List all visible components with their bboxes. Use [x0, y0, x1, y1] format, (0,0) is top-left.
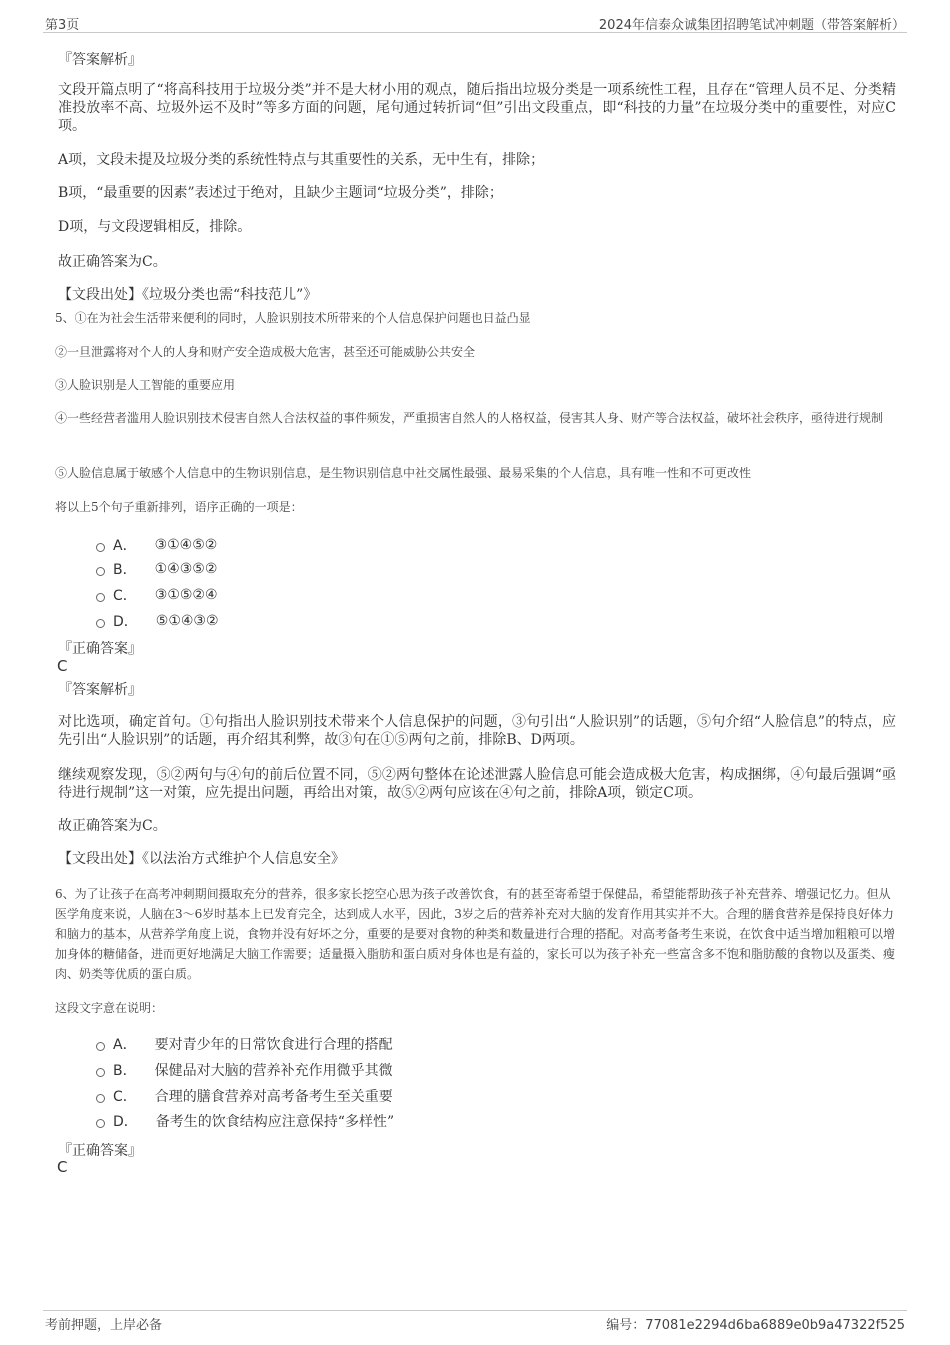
q4-source: 【文段出处】《垃圾分类也需“科技范儿”》	[58, 287, 318, 303]
q5-sentence-5: ⑤人脸信息属于敏感个人信息中的生物识别信息，是生物识别信息中社交属性最强、最易采集的个人信息，具有唯一性和不可更改性	[55, 466, 752, 480]
page-number: 第3页	[45, 18, 80, 33]
q5-answer: C	[57, 657, 68, 675]
q4-analysis-p2: A项，文段未提及垃圾分类的系统性特点与其重要性的关系，无中生有，排除；	[58, 152, 545, 168]
q4-analysis-label: 『答案解析』	[58, 52, 142, 68]
radio-icon[interactable]	[96, 593, 105, 602]
footer-slogan: 考前押题，上岸必备	[45, 1318, 163, 1333]
q5-option-d[interactable]: D． ⑤①④③②	[96, 611, 219, 631]
q4-analysis-p4: D项，与文段逻辑相反，排除。	[58, 219, 252, 235]
q5-analysis-p2: 继续观察发现，⑤②两句与④句的前后位置不同，⑤②两句整体在论述泄露人脸信息可能会造成极大危害，构成捆绑，④句最后强调“亟待进行规制”这一对策，应先提出问题，再给出对策，故⑤②两句应该在④句之前，排除A项，锁定C项。	[58, 767, 896, 801]
q5-conclusion: 故正确答案为C。	[58, 818, 167, 834]
radio-icon[interactable]	[96, 1068, 105, 1077]
radio-icon[interactable]	[96, 1042, 105, 1051]
q5-sentence-3: ③人脸识别是人工智能的重要应用	[55, 378, 236, 392]
q6-prompt: 这段文字意在说明：	[55, 1001, 164, 1015]
document-id: 编号：77081e2294d6ba6889e0b9a47322f525	[606, 1318, 905, 1333]
radio-icon[interactable]	[96, 567, 105, 576]
q6-option-a[interactable]: A． 要对青少年的日常饮食进行合理的搭配	[96, 1034, 393, 1054]
q6-stem: 6、为了让孩子在高考冲刺期间摄取充分的营养，很多家长挖空心思为孩子改善饮食，有的甚至寄希望于保健品，希望能帮助孩子补充营养、增强记忆力。但从医学角度来说，人脑在3～6岁时基本上已发育完全，达到成人水平，因此，3岁之后的营养补充对大脑的发育作用其实并不大。合理的膳食营养是保持良好体力和脑力的基本，从营养学角度上说，食物并没有好坏之分，重要的是要对食物的种类和数量进行合理的搭配。对高考备考生来说，在饮食中适当增加粗粮可以增加身体的糖储备，进而更好地满足大脑工作需要；适量摄入脂肪和蛋白质对身体也是有益的，家长可以为孩子补充一些富含多不饱和脂肪酸的食物以及蛋类、瘦肉、奶类等优质的蛋白质。	[55, 887, 896, 981]
radio-icon[interactable]	[96, 1094, 105, 1103]
q5-option-a[interactable]: A． ③①④⑤②	[96, 535, 217, 555]
q5-option-b[interactable]: B． ①④③⑤②	[96, 559, 217, 579]
radio-icon[interactable]	[96, 619, 105, 628]
q5-source: 【文段出处】《以法治方式维护个人信息安全》	[58, 851, 345, 867]
header-divider	[43, 32, 907, 33]
q5-sentence-2: ②一旦泄露将对个人的人身和财产安全造成极大危害，甚至还可能威胁公共安全	[55, 345, 476, 359]
document-title: 2024年信泰众诚集团招聘笔试冲刺题（带答案解析）	[598, 18, 905, 33]
q5-analysis-p1: 对比选项，确定首句。①句指出人脸识别技术带来个人信息保护的问题，③句引出“人脸识别”的话题，⑤句介绍“人脸信息”的特点，应先引出“人脸识别”的话题，再介绍其利弊，故③句在①⑤两句之前，排除B、D两项。	[58, 714, 896, 748]
q6-option-b[interactable]: B． 保健品对大脑的营养补充作用微乎其微	[96, 1060, 393, 1080]
q6-answer: C	[57, 1158, 68, 1176]
q6-option-d[interactable]: D． 备考生的饮食结构应注意保持“多样性”	[96, 1111, 394, 1131]
q4-conclusion: 故正确答案为C。	[58, 254, 167, 270]
radio-icon[interactable]	[96, 543, 105, 552]
q5-analysis-label: 『答案解析』	[58, 682, 142, 698]
q5-prompt: 将以上5个句子重新排列，语序正确的一项是：	[55, 500, 303, 514]
q5-sentence-1: 5、①在为社会生活带来便利的同时，人脸识别技术所带来的个人信息保护问题也日益凸显	[55, 311, 531, 325]
footer-divider	[43, 1310, 907, 1311]
q6-option-c[interactable]: C． 合理的膳食营养对高考备考生至关重要	[96, 1086, 393, 1106]
q5-option-c[interactable]: C． ③①⑤②④	[96, 585, 218, 605]
q4-analysis-p1: 文段开篇点明了“将高科技用于垃圾分类”并不是大材小用的观点，随后指出垃圾分类是一项系统性工程，且存在“管理人员不足、分类精准投放率不高、垃圾外运不及时”等多方面的问题，尾句通过转折词“但”引出文段重点，即“科技的力量”在垃圾分类中的重要性，对应C项。	[58, 82, 896, 134]
q4-analysis-p3: B项，“最重要的因素”表述过于绝对，且缺少主题词“垃圾分类”，排除；	[58, 185, 503, 201]
q5-answer-label: 『正确答案』	[58, 641, 142, 657]
q5-sentence-4: ④一些经营者滥用人脸识别技术侵害自然人合法权益的事件频发，严重损害自然人的人格权益，侵害其人身、财产等合法权益，破坏社会秩序，亟待进行规制	[55, 411, 884, 425]
q6-answer-label: 『正确答案』	[58, 1143, 142, 1159]
radio-icon[interactable]	[96, 1119, 105, 1128]
